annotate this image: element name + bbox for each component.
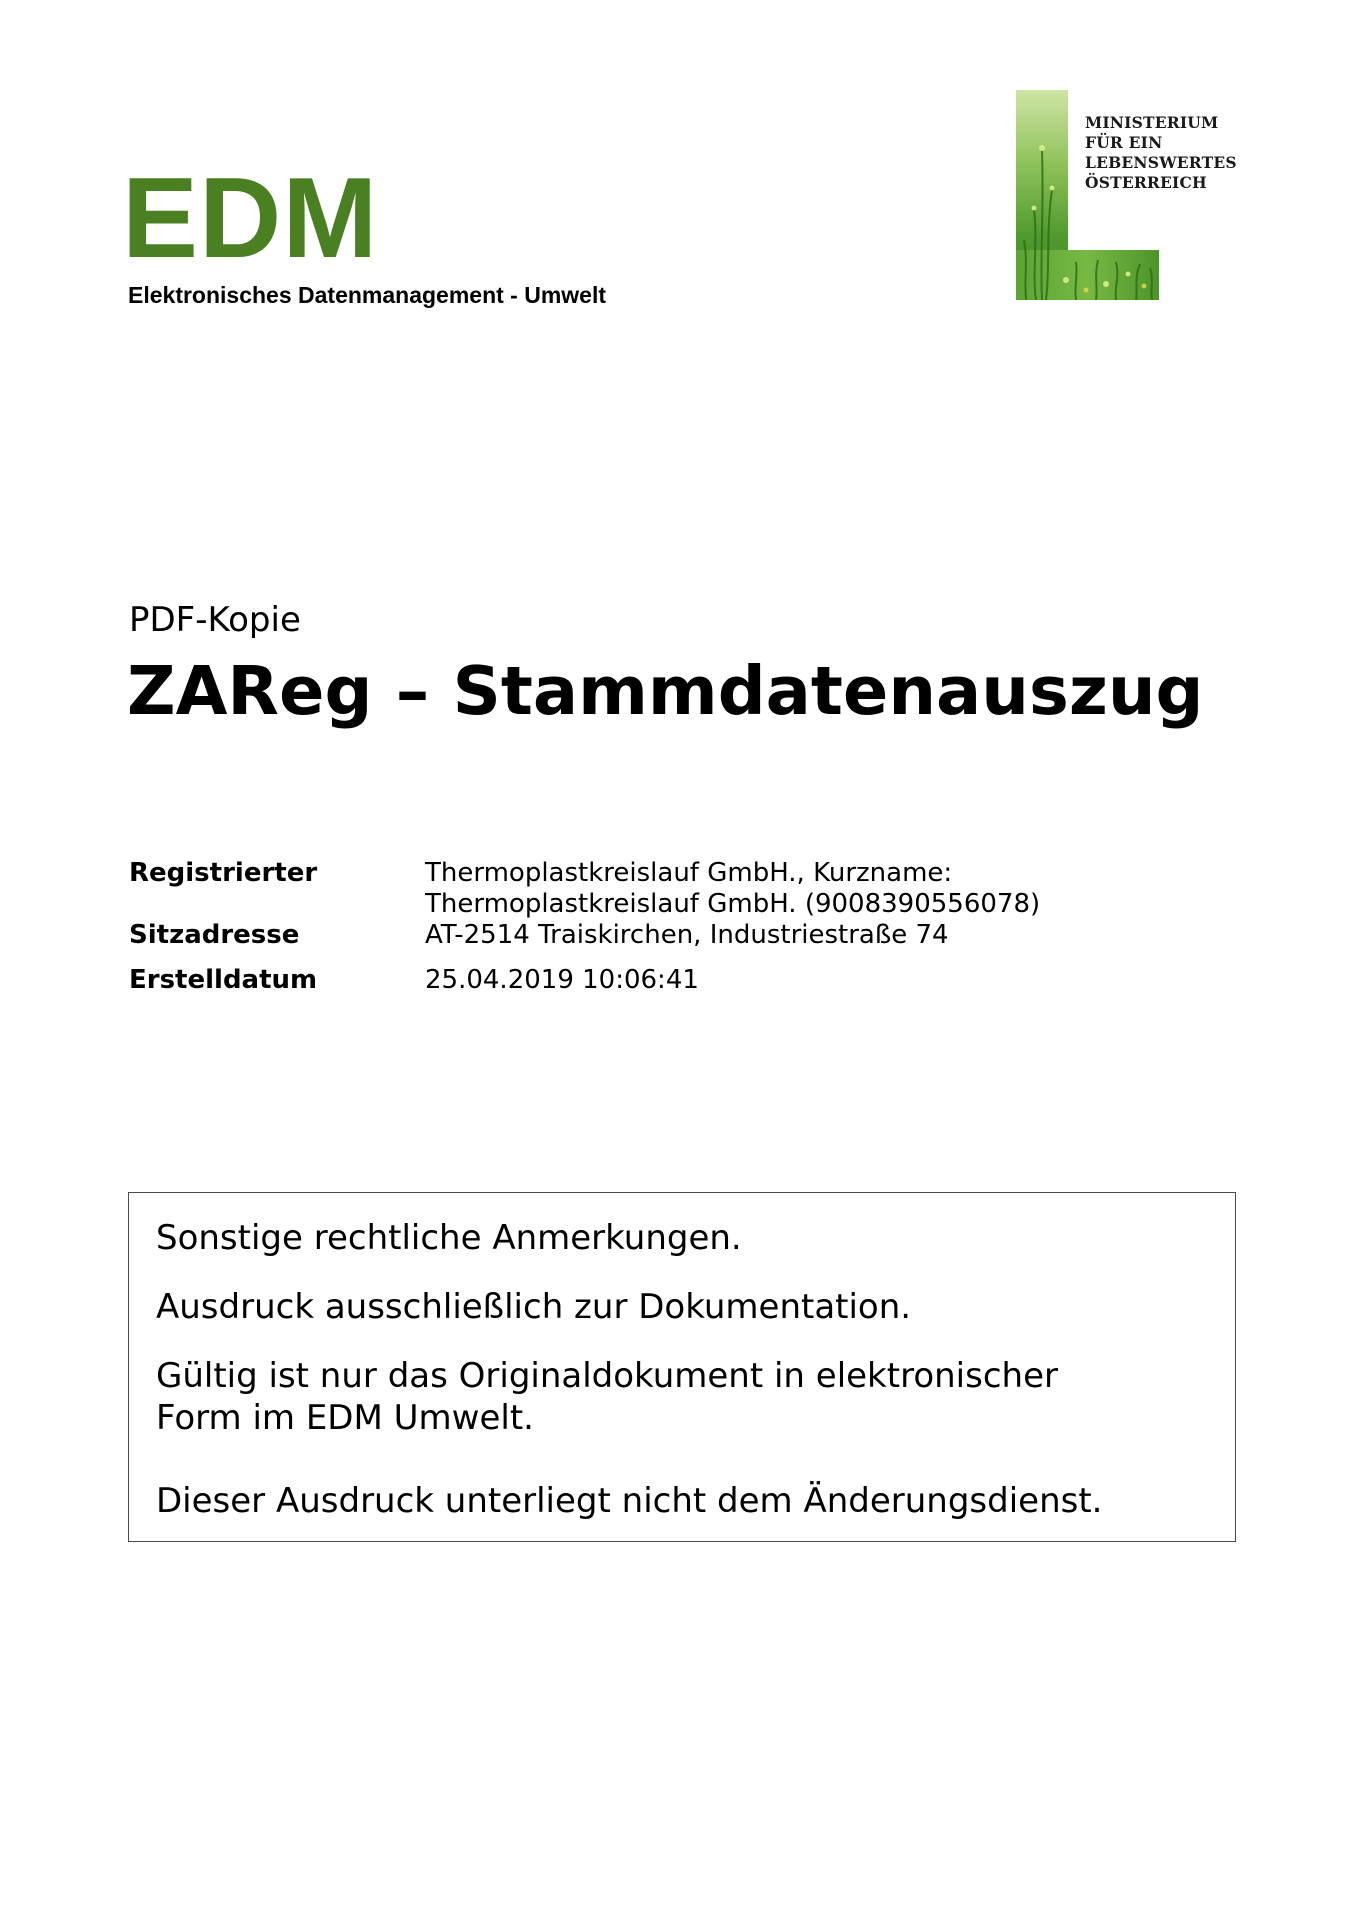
created-value: 25.04.2019 10:06:41	[425, 965, 699, 995]
legal-note: Dieser Ausdruck unterliegt nicht dem Änderungsdienst.	[156, 1481, 1103, 1521]
address-row	[129, 920, 1040, 951]
registered-label: Registrierter	[129, 858, 318, 888]
registered-value-line: Thermoplastkreislauf GmbH. (9008390556078)	[425, 889, 1041, 919]
registration-details	[129, 858, 1040, 996]
ministry-line: FÜR EIN	[1085, 133, 1163, 152]
legal-note: Sonstige rechtliche Anmerkungen.	[156, 1218, 742, 1258]
ministry-name	[1085, 113, 1237, 193]
address-label: Sitzadresse	[129, 920, 300, 950]
created-row	[129, 965, 1040, 996]
registered-value-line: Thermoplastkreislauf GmbH., Kurzname:	[425, 858, 953, 888]
pre-title: PDF-Kopie	[129, 600, 301, 640]
ministry-line: LEBENSWERTES	[1085, 153, 1237, 172]
edm-logo-text: EDM	[122, 155, 379, 282]
page-title: ZAReg – Stammdatenauszug	[127, 652, 1204, 730]
edm-subtitle: Elektronisches Datenmanagement - Umwelt	[128, 282, 607, 308]
ministry-logo	[1016, 90, 1246, 300]
legal-note-validity	[156, 1355, 1209, 1439]
legal-note: Ausdruck ausschließlich zur Dokumentation.	[156, 1287, 912, 1327]
legal-note-line: Form im EDM Umwelt.	[156, 1398, 534, 1438]
ministry-line: ÖSTERREICH	[1085, 173, 1207, 192]
legal-note-line: Gültig ist nur das Originaldokument in elektronischer	[156, 1356, 1058, 1396]
created-label: Erstelldatum	[129, 965, 318, 995]
legal-notes-box	[128, 1192, 1236, 1542]
registered-row	[129, 858, 1040, 920]
ministry-line: MINISTERIUM	[1085, 113, 1219, 132]
address-value: AT-2514 Traiskirchen, Industriestraße 74	[425, 920, 949, 950]
edm-logo	[122, 155, 607, 309]
registered-value	[425, 858, 1040, 920]
